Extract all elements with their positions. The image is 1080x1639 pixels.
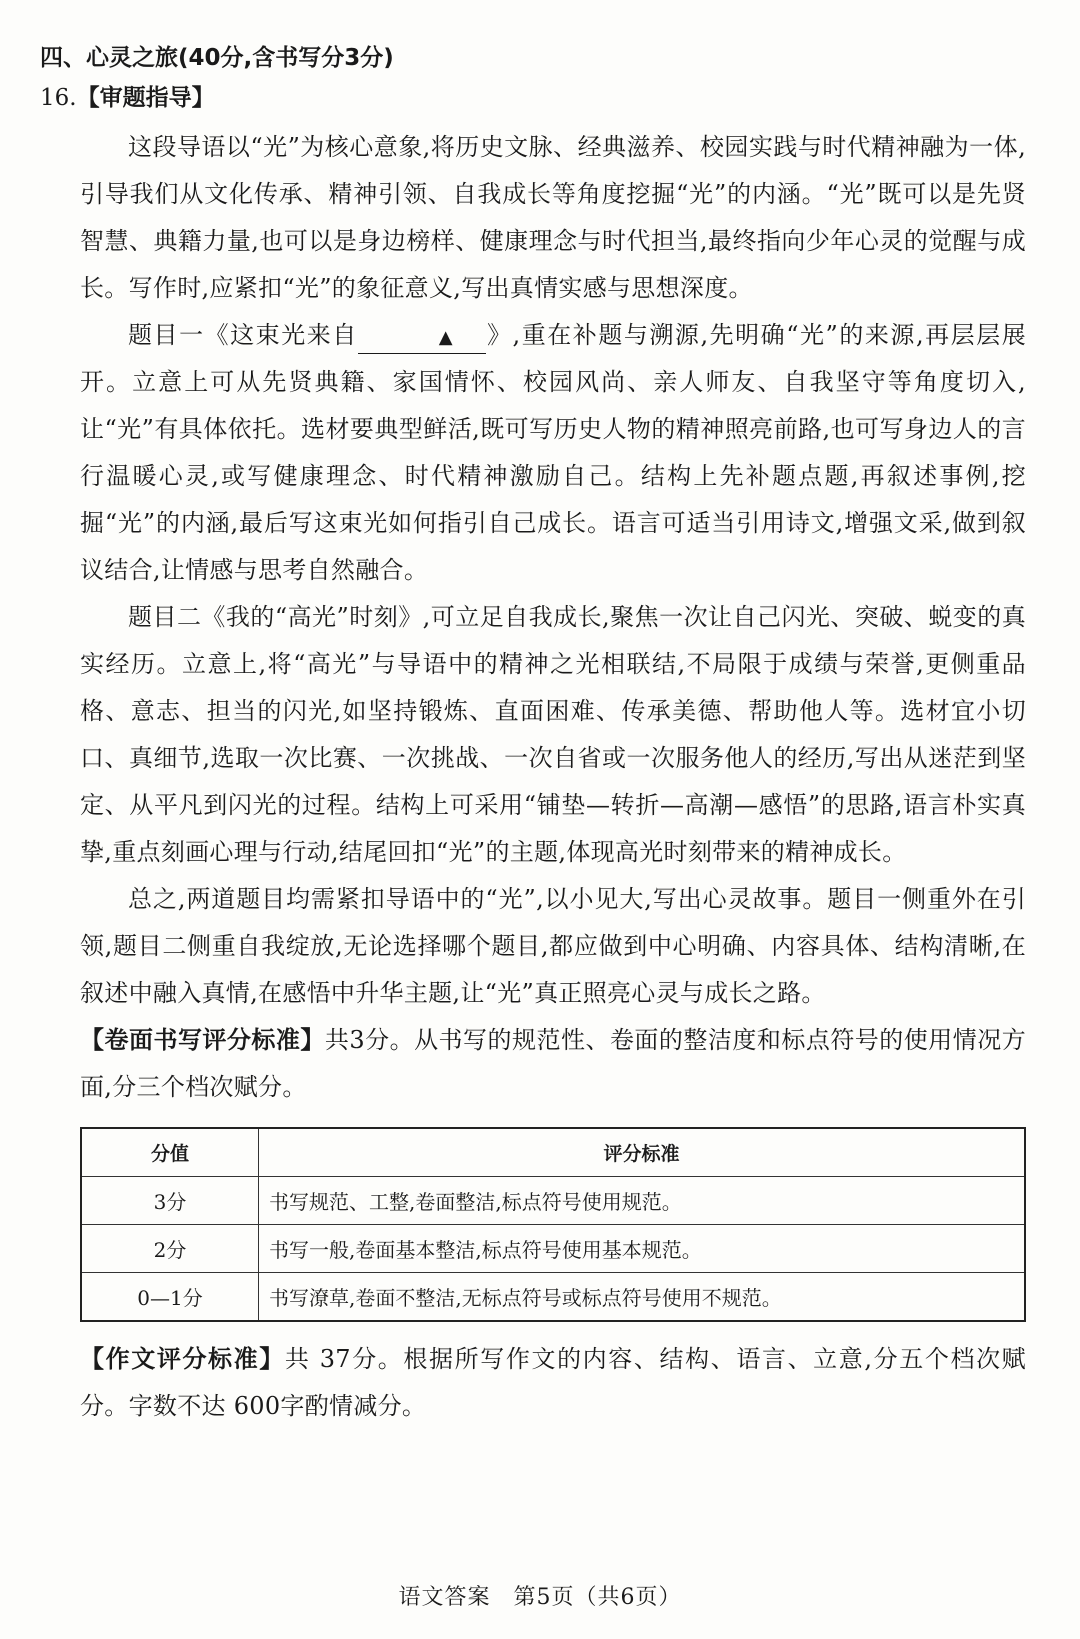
table-row (81, 1177, 1025, 1225)
row-score: 3分 (81, 1177, 259, 1225)
handwriting-text: 共3分。从书写的规范性、卷面的整洁度和标点符号的使用情况方面,分三个档次赋分。 (80, 1026, 1027, 1101)
row-criteria: 书写一般,卷面基本整洁,标点符号使用基本规范。 (259, 1225, 1026, 1273)
handwriting-label: 【卷面书写评分标准】 (80, 1026, 325, 1054)
row-criteria: 书写潦草,卷面不整洁,无标点符号或标点符号使用不规范。 (259, 1273, 1026, 1322)
essay-text: 共 37分。根据所写作文的内容、结构、语言、立意,分五个档次赋分。字数不达 600字酌情减分。 (80, 1345, 1026, 1420)
essay-standard (80, 1336, 1026, 1430)
topic1-intro: 题目一《这束光来自 (128, 321, 358, 349)
table-header-row (81, 1128, 1025, 1177)
handwriting-score-table (80, 1127, 1026, 1322)
row-criteria: 书写规范、工整,卷面整洁,标点符号使用规范。 (259, 1177, 1026, 1225)
handwriting-standard (80, 1017, 1026, 1111)
fill-blank-triangle: ▲ (358, 323, 486, 354)
guidance-paragraph-4: 总之,两道题目均需紧扣导语中的“光”,以小见大,写出心灵故事。题目一侧重外在引领,题目二侧重自我绽放,无论选择哪个题目,都应做到中心明确、内容具体、结构清晰,在叙述中融入真情,在感悟中升华主题,让“光”真正照亮心灵与成长之路。 (80, 885, 1026, 1007)
question-heading (40, 78, 1026, 118)
header-score: 分值 (81, 1128, 259, 1177)
guidance-paragraph-1: 这段导语以“光”为核心意象,将历史文脉、经典滋养、校园实践与时代精神融为一体,引导我们从文化传承、精神引领、自我成长等角度挖掘“光”的内涵。“光”既可以是先贤智慧、典籍力量,也可以是身边榜样、健康理念与时代担当,最终指向少年心灵的觉醒与成长。写作时,应紧扣“光”的象征意义,写出真情实感与思想深度。 (80, 133, 1026, 302)
question-heading-label: 【审题指导】 (76, 85, 215, 111)
guidance-paragraph-2 (80, 312, 1026, 594)
guidance-paragraph-3: 题目二《我的“高光”时刻》,可立足自我成长,聚焦一次让自己闪光、突破、蜕变的真实经历。立意上,将“高光”与导语中的精神之光相联结,不局限于成绩与荣誉,更侧重品格、意志、担当的闪光,如坚持锻炼、直面困难、传承美德、帮助他人等。选材宜小切口、真细节,选取一次比赛、一次挑战、一次自省或一次服务他人的经历,写出从迷茫到坚定、从平凡到闪光的过程。结构上可采用“铺垫—转折—高潮—感悟”的思路,语言朴实真挚,重点刻画心理与行动,结尾回扣“光”的主题,体现高光时刻带来的精神成长。 (80, 603, 1026, 866)
section-title: 四、心灵之旅(40分,含书写分3分) (40, 45, 394, 71)
table-row (81, 1225, 1025, 1273)
row-score: 2分 (81, 1225, 259, 1273)
topic1-text: 》,重在补题与溯源,先明确“光”的来源,再层层展开。立意上可从先贤典籍、家国情怀、校园风尚、亲人师友、自我坚守等角度切入,让“光”有具体依托。选材要典型鲜活,既可写历史人物的精神照亮前路,也可写身边人的言行温暖心灵,或写健康理念、时代精神激励自己。结构上先补题点题,再叙述事例,挖掘“光”的内涵,最后写这束光如何指引自己成长。语言可适当引用诗文,增强文采,做到叙议结合,让情感与思考自然融合。 (80, 321, 1027, 584)
essay-label: 【作文评分标准】 (80, 1345, 285, 1373)
row-score: 0—1分 (81, 1273, 259, 1322)
question-number: 16. (40, 85, 77, 111)
header-criteria: 评分标准 (259, 1128, 1026, 1177)
page-footer: 语文答案 第5页（共6页） (398, 1585, 682, 1610)
table-row (81, 1273, 1025, 1322)
